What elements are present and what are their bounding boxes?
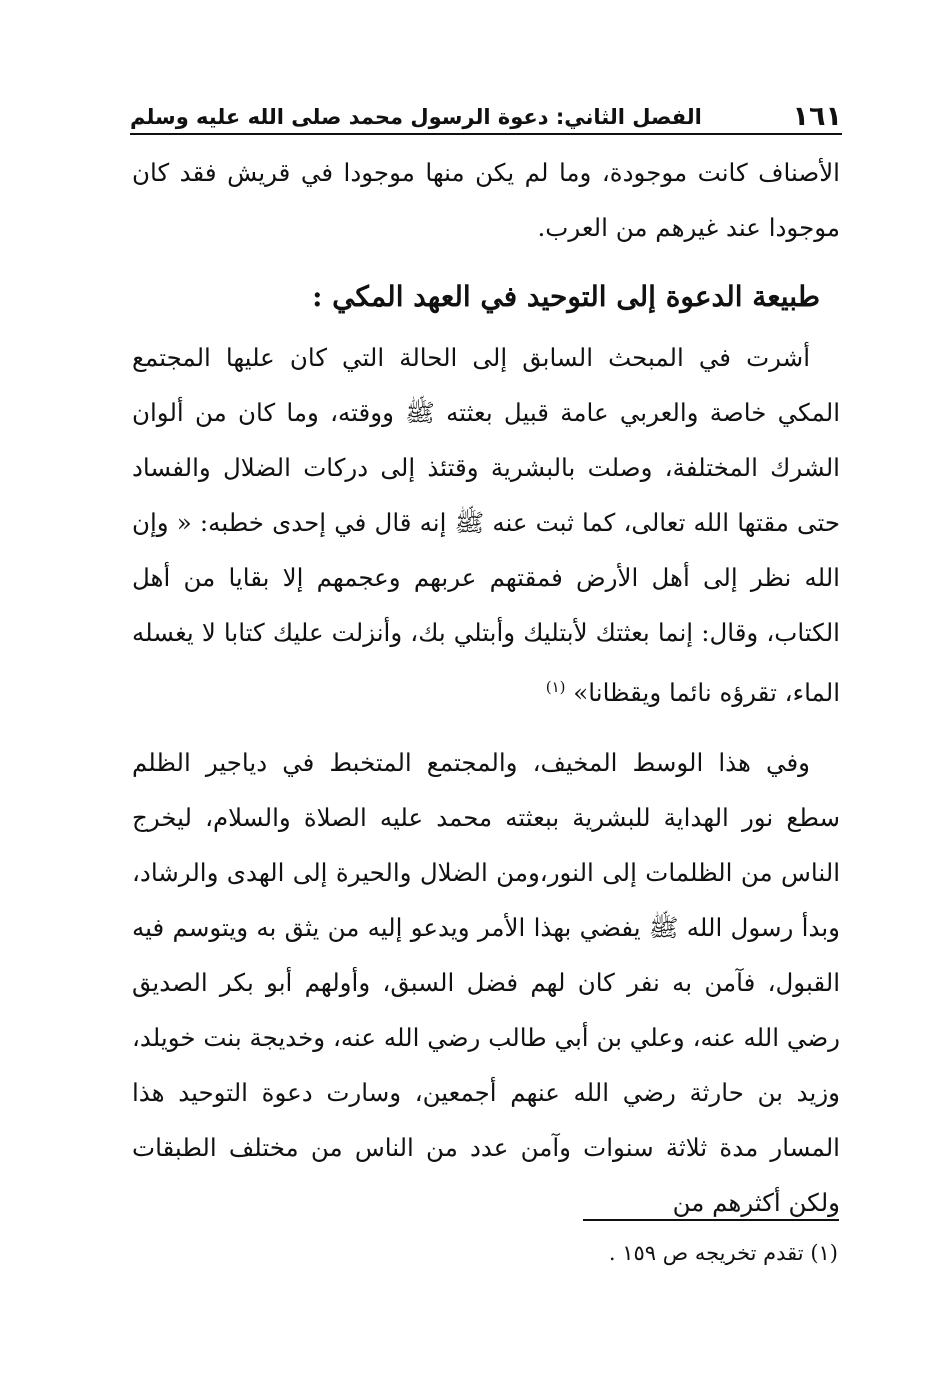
page-header xyxy=(130,96,842,132)
page-number: ١٦١ xyxy=(792,101,842,132)
section-heading: طبيعة الدعوة إلى التوحيد في العهد المكي : xyxy=(312,280,820,313)
running-title: الفصل الثاني: دعوة الرسول محمد صلى الله عليه وسلم xyxy=(130,105,702,129)
footnote-reference: (١) xyxy=(545,678,566,696)
paragraph-quote xyxy=(132,330,840,720)
paragraph-gap xyxy=(132,720,840,735)
footnote: (١) تقدم تخريجه ص ١٥٩ . xyxy=(608,1241,838,1265)
header-rule xyxy=(130,133,842,135)
paragraph-dawah: وفي هذا الوسط المخيف، والمجتمع المتخبط في دياجير الظلم سطع نور الهداية للبشرية ببعثته محمد عليه الصلاة والسلام، ليخرج الناس من الظلمات إلى النور،ومن الضلال والحيرة إلى الهدى والرشاد، وبدأ رسول الله ﷺ يفضي بهذا الأمر ويدعو إليه من يثق به ويتوسم فيه القبول، فآمن به نفر كان لهم فضل السبق، وأولهم أبو بكر الصديق رضي الله عنه، وعلي بن أبي طالب رضي الله عنه، وخديجة بنت خويلد، وزيد بن حارثة رضي الله عنهم أجمعين، وسارت دعوة التوحيد هذا المسار مدة ثلاثة سنوات وآمن عدد من الناس من مختلف الطبقات ولكن أكثرهم من xyxy=(132,748,840,1218)
paragraph-continued: الأصناف كانت موجودة، وما لم يكن منها موجودا في قريش فقد كان موجودا عند غيرهم من العرب. xyxy=(132,158,840,242)
paragraph-quote-text: أشرت في المبحث السابق إلى الحالة التي كان عليها المجتمع المكي خاصة والعربي عامة قبيل بعثته ﷺ ووقته، وما كان من ألوان الشرك المختلفة، وصلت بالبشرية وقتئذ إلى دركات الضلال والفساد حتى مقتها الله تعالى، كما ثبت عنه ﷺ إنه قال في إحدى خطبه: « وإن الله نظر إلى أهل الأرض فمقتهم عربهم وعجمهم إلا بقايا من أهل الكتاب، وقال: إنما بعثتك لأبتليك وأبتلي بك، وأنزلت عليك كتابا لا يغسله الماء، تقرؤه نائما ويقظانا» xyxy=(132,343,840,708)
main-text xyxy=(132,145,840,1230)
footnote-rule xyxy=(583,1219,839,1221)
